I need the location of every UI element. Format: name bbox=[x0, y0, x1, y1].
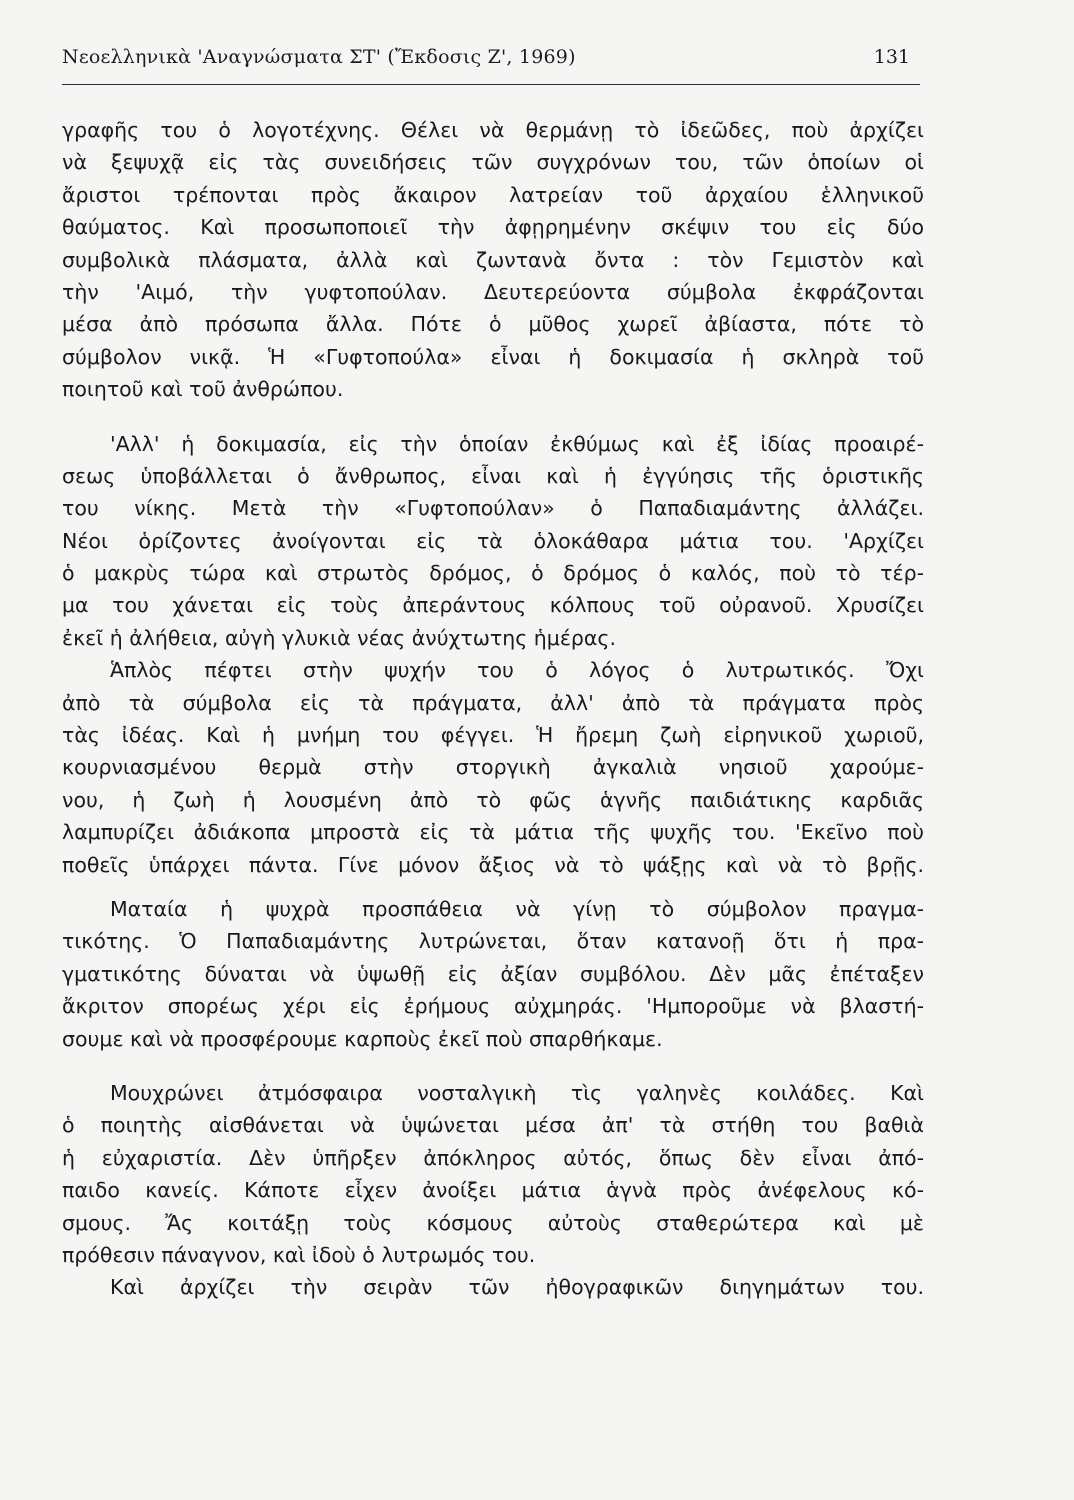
text-line: τὴν 'Αιμό, τὴν γυφτοπούλαν. Δευτερεύοντα σύμβολα ἐκφράζονται bbox=[62, 279, 924, 304]
text-line: Καὶ ἀρχίζει τὴν σειρὰν τῶν ἠθογραφικῶν διηγημάτων του. bbox=[110, 1275, 924, 1300]
text-line: μα του χάνεται εἰς τοὺς ἀπεράντους κόλπους τοῦ οὐρανοῦ. Χρυσίζει bbox=[62, 593, 924, 618]
paragraph-1 bbox=[62, 114, 924, 406]
text-line: σύμβολον νικᾷ. Ἡ «Γυφτοπούλα» εἶναι ἡ δοκιμασία ἡ σκληρὰ τοῦ bbox=[62, 344, 924, 369]
paragraph-6 bbox=[62, 1271, 924, 1303]
paragraph-4 bbox=[62, 893, 924, 1055]
text-line: σμους. Ἄς κοιτάξῃ τοὺς κόσμους αὐτοὺς σταθερώτερα καὶ μὲ bbox=[62, 1210, 924, 1235]
text-line: τὰς ἰδέας. Καὶ ἡ μνήμη του φέγγει. Ἡ ἤρεμη ζωὴ εἰρηνικοῦ χωριοῦ, bbox=[62, 723, 924, 748]
text-line: τικότης. Ὁ Παπαδιαμάντης λυτρώνεται, ὅταν κατανοῇ ὅτι ἡ πρα- bbox=[62, 929, 924, 954]
paragraph-5 bbox=[62, 1077, 924, 1271]
text-line: πρόθεσιν πάναγνον, καὶ ἰδοὺ ὁ λυτρωμός του. bbox=[62, 1242, 536, 1267]
paragraph-2 bbox=[62, 428, 924, 655]
text-line: κουρνιασμένου θερμὰ στὴν στοργικὴ ἀγκαλιὰ νησιοῦ χαρούμε- bbox=[62, 755, 924, 780]
text-line: λαμπυρίζει ἀδιάκοπα μπροστὰ εἰς τὰ μάτια τῆς ψυχῆς του. 'Εκεῖνο ποὺ bbox=[62, 820, 924, 845]
text-line: ἡ εὐχαριστία. Δὲν ὑπῆρξεν ἀπόκληρος αὐτός, ὅπως δὲν εἶναι ἀπό- bbox=[62, 1145, 924, 1170]
text-line: Ματαία ἡ ψυχρὰ προσπάθεια νὰ γίνῃ τὸ σύμβολον πραγμα- bbox=[110, 896, 924, 921]
text-line: ὁ ποιητὴς αἰσθάνεται νὰ ὑψώνεται μέσα ἀπ' τὰ στήθη του βαθιὰ bbox=[62, 1113, 924, 1138]
text-line: νὰ ξεψυχᾷ εἰς τὰς συνειδήσεις τῶν συγχρόνων του, τῶν ὁποίων οἱ bbox=[62, 150, 924, 175]
running-title: Νεοελληνικὰ 'Αναγνώσματα ΣΤ' (Ἔκδοσις Ζ', 1969) bbox=[62, 46, 576, 68]
text-line: σεως ὑποβάλλεται ὁ ἄνθρωπος, εἶναι καὶ ἡ ἐγγύησις τῆς ὁριστικῆς bbox=[62, 463, 924, 488]
body-text bbox=[62, 114, 924, 1304]
text-line: παιδο κανείς. Κάποτε εἶχεν ἀνοίξει μάτια ἁγνὰ πρὸς ἀνέφελους κό- bbox=[62, 1178, 924, 1203]
text-line: γραφῆς του ὁ λογοτέχνης. Θέλει νὰ θερμάνῃ τὸ ἰδεῶδες, ποὺ ἀρχίζει bbox=[62, 118, 924, 142]
text-line: ἄκριτον σπορέως χέρι εἰς ἐρήμους αὐχμηράς. 'Ημποροῦμε νὰ βλαστή- bbox=[62, 994, 924, 1019]
page-number: 131 bbox=[873, 46, 910, 68]
text-line: Μουχρώνει ἀτμόσφαιρα νοσταλγικὴ τὶς γαληνὲς κοιλάδες. Καὶ bbox=[110, 1080, 924, 1105]
text-line: γματικότης δύναται νὰ ὑψωθῇ εἰς ἀξίαν συμβόλου. Δὲν μᾶς ἐπέταξεν bbox=[62, 961, 924, 986]
text-line: μέσα ἀπὸ πρόσωπα ἄλλα. Πότε ὁ μῦθος χωρεῖ ἀβίαστα, πότε τὸ bbox=[62, 312, 924, 337]
text-line: θαύματος. Καὶ προσωποποιεῖ τὴν ἀφῃρημένην σκέψιν του εἰς δύο bbox=[62, 215, 924, 240]
text-line: ἄριστοι τρέπονται πρὸς ἄκαιρον λατρείαν τοῦ ἀρχαίου ἑλληνικοῦ bbox=[62, 182, 924, 207]
text-line: ἀπὸ τὰ σύμβολα εἰς τὰ πράγματα, ἀλλ' ἀπὸ τὰ πράγματα πρὸς bbox=[62, 690, 924, 715]
text-line: ποθεῖς ὑπάρχει πάντα. Γίνε μόνον ἄξιος νὰ τὸ ψάξῃς καὶ νὰ τὸ βρῇς. bbox=[62, 852, 924, 877]
text-line: ποιητοῦ καὶ τοῦ ἀνθρώπου. bbox=[62, 377, 344, 402]
text-line: ἐκεῖ ἡ ἀλήθεια, αὐγὴ γλυκιὰ νέας ἀνύχτωτης ἡμέρας. bbox=[62, 625, 616, 650]
text-line: σουμε καὶ νὰ προσφέρουμε καρποὺς ἐκεῖ ποὺ σπαρθήκαμε. bbox=[62, 1026, 663, 1051]
text-line: 'Αλλ' ἡ δοκιμασία, εἰς τὴν ὁποίαν ἐκθύμως καὶ ἐξ ἰδίας προαιρέ- bbox=[110, 431, 924, 456]
text-line: Νέοι ὁρίζοντες ἀνοίγονται εἰς τὰ ὁλοκάθαρα μάτια του. 'Αρχίζει bbox=[62, 528, 924, 553]
paragraph-3 bbox=[62, 654, 924, 881]
text-line: ὁ μακρὺς τώρα καὶ στρωτὸς δρόμος, ὁ δρόμος ὁ καλός, ποὺ τὸ τέρ- bbox=[62, 561, 924, 586]
text-line: συμβολικὰ πλάσματα, ἀλλὰ καὶ ζωντανὰ ὄντα : τὸν Γεμιστὸν καὶ bbox=[62, 247, 924, 272]
text-line: Ἁπλὸς πέφτει στὴν ψυχήν του ὁ λόγος ὁ λυτρωτικός. Ὄχι bbox=[110, 658, 924, 683]
text-line: του νίκης. Μετὰ τὴν «Γυφτοπούλαν» ὁ Παπαδιαμάντης ἀλλάζει. bbox=[62, 496, 924, 521]
text-line: νου, ἡ ζωὴ ἡ λουσμένη ἀπὸ τὸ φῶς ἁγνῆς παιδιάτικης καρδιᾶς bbox=[62, 787, 924, 812]
running-head bbox=[62, 44, 920, 85]
